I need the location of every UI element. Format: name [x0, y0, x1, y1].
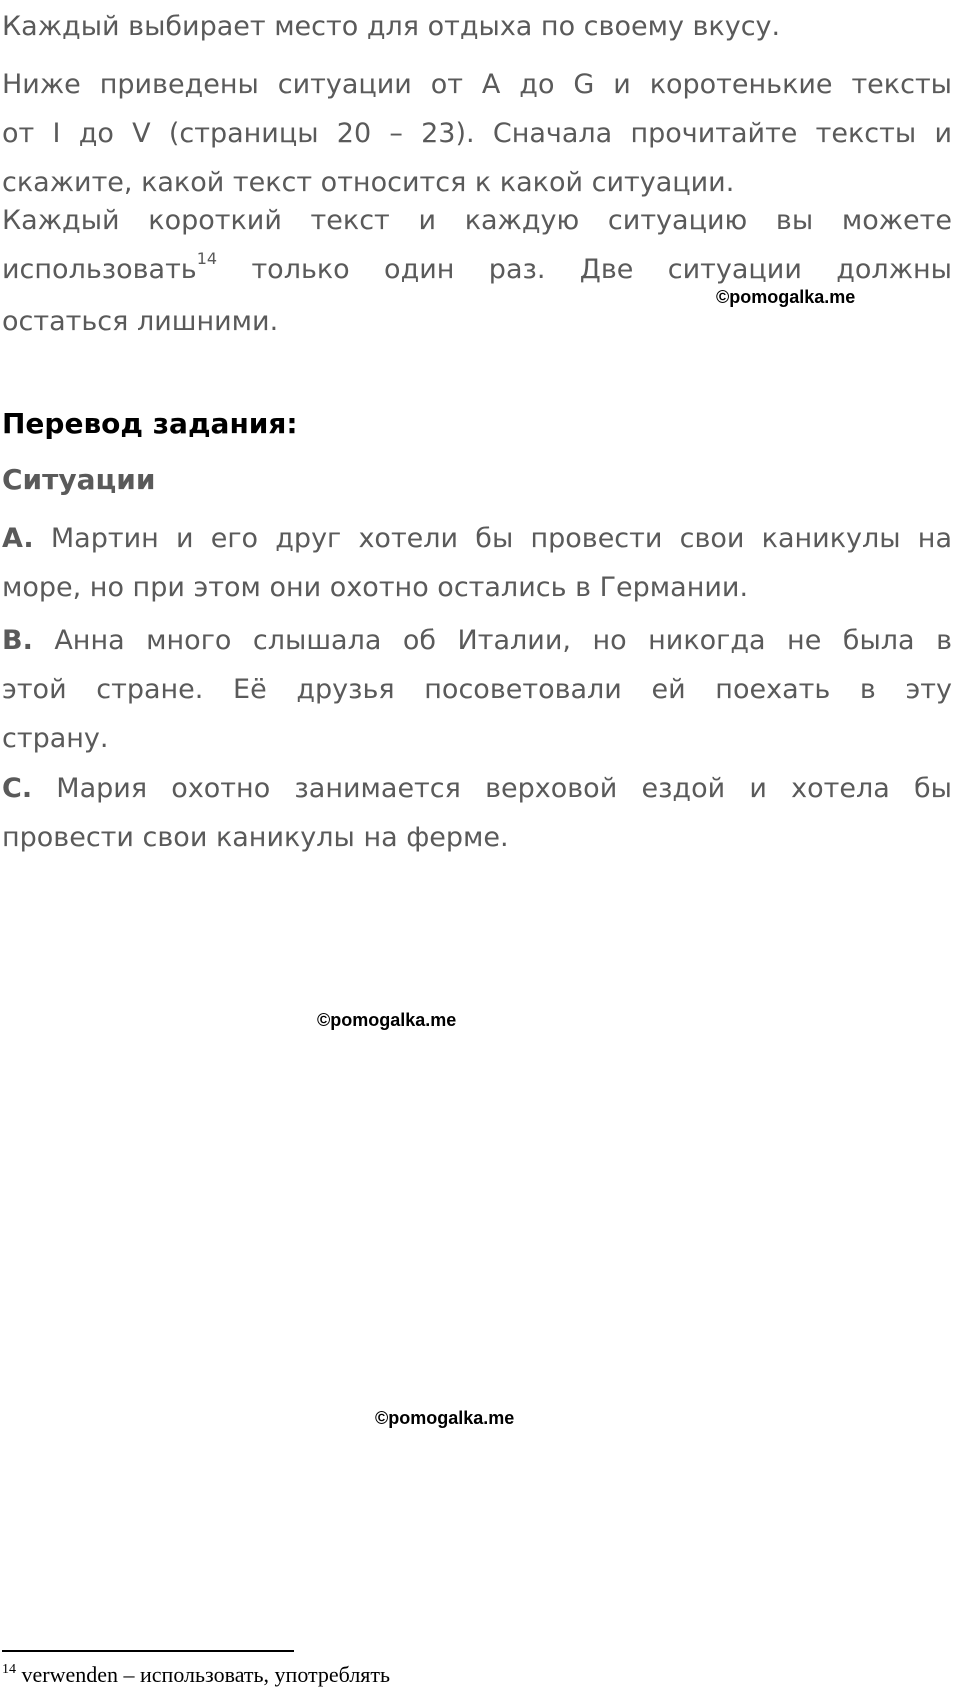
usage-line-2-end: только один раз. Две ситуации должны [217, 254, 952, 285]
usage-paragraph [2, 196, 952, 346]
situation-a-text-1: Мартин и его друг хотели бы провести свои каникулы на [33, 523, 952, 554]
usage-line-2-start: использовать [2, 254, 197, 285]
usage-line-1: Каждый короткий текст и каждую ситуацию вы можете [2, 205, 952, 236]
situation-a [2, 514, 952, 612]
watermark-top: ©pomogalka.me [716, 287, 856, 307]
situation-c-letter: C. [2, 773, 33, 804]
watermark-bottom: ©pomogalka.me [375, 1408, 515, 1428]
instructions-line-3: скажите, какой текст относится к какой ситуации. [2, 167, 735, 198]
situation-c-text-1: Мария охотно занимается верховой ездой и хотела бы [32, 773, 952, 804]
situation-b-letter: B. [2, 625, 33, 656]
footnote-number: 14 [2, 1662, 16, 1677]
situations-heading: Ситуации [2, 463, 156, 496]
situation-b-line-3: страну. [2, 723, 109, 754]
situation-c [2, 764, 952, 862]
instructions-line-1: Ниже приведены ситуации от A до G и коротенькие тексты [2, 69, 952, 100]
intro-line-1: Каждый выбирает место для отдыха по своему вкусу. [2, 11, 781, 42]
intro-sentence [2, 2, 952, 51]
situation-b-text-1: Анна много слышала об Италии, но никогда не была в [32, 625, 952, 656]
situation-b-line-1 [2, 616, 952, 665]
situation-a-line-1 [2, 514, 952, 563]
footnote-separator [2, 1650, 294, 1652]
translation-heading: Перевод задания: [2, 407, 298, 440]
instructions-paragraph [2, 60, 952, 207]
situation-a-letter: A. [2, 523, 34, 554]
situation-b-line-2: этой стране. Её друзья посоветовали ей поехать в эту [2, 674, 952, 705]
footnote-reference[interactable]: 14 [196, 249, 218, 268]
footnote [2, 1662, 390, 1688]
situation-c-line-2: провести свои каникулы на ферме. [2, 822, 509, 853]
usage-line-3: остаться лишними. [2, 306, 279, 337]
situation-c-line-1 [2, 764, 952, 813]
watermark-middle: ©pomogalka.me [317, 1010, 457, 1030]
instructions-line-2: от I до V (страницы 20 – 23). Сначала прочитайте тексты и [2, 118, 952, 149]
situation-a-line-2: море, но при этом они охотно остались в Германии. [2, 572, 749, 603]
situation-b [2, 616, 952, 763]
footnote-text: verwenden – использовать, употреблять [16, 1662, 391, 1687]
